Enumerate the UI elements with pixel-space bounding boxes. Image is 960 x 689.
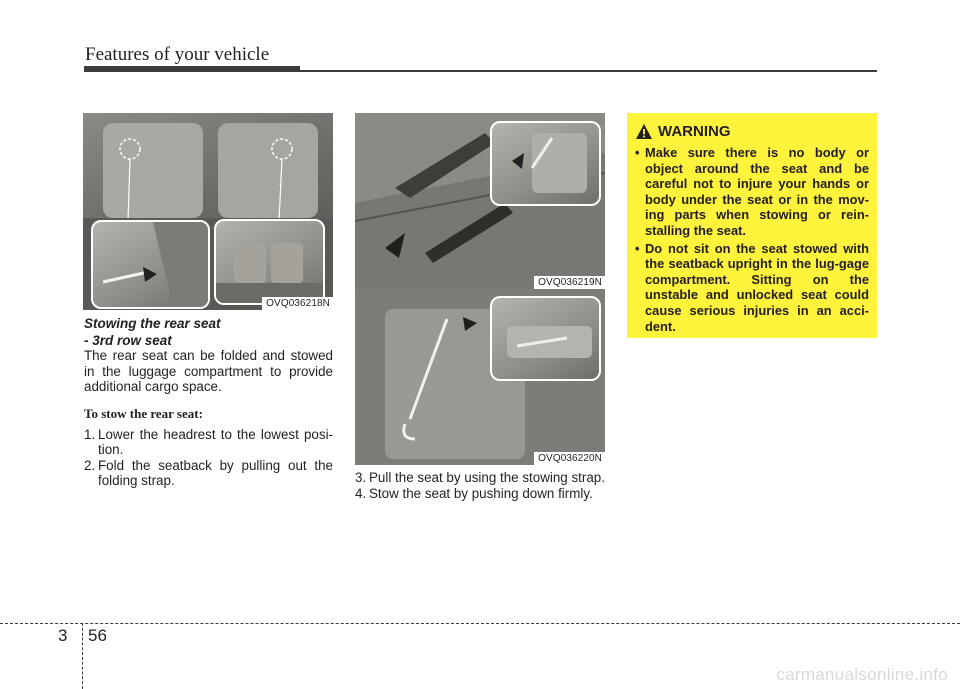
page-number: 56 xyxy=(88,626,107,645)
warning-item-text: Do not sit on the seat stowed with the seatback upright in the lug-gage compartment. Sitting on the unstable and unlocked seat could cause serious injuries in an acci-dent. xyxy=(645,240,869,334)
page-header-title: Features of your vehicle xyxy=(85,44,270,65)
warning-triangle-icon xyxy=(636,124,652,139)
warning-heading xyxy=(636,123,731,140)
figure-stowing-strap xyxy=(355,113,605,289)
inset-folded-seats xyxy=(214,219,325,305)
header-rule xyxy=(300,70,877,72)
step-number: 2. xyxy=(84,457,96,473)
step-text: Lower the headrest to the lowest posi-tion. xyxy=(98,426,333,458)
warning-item-text: Make sure there is no body or object around the seat and be careful not to injure your hands or body under the seat or in the mov-ing parts when stowing or rein-stalling the seat. xyxy=(645,145,869,238)
inset-folding-strap xyxy=(91,220,210,309)
howto-heading: To stow the rear seat: xyxy=(84,405,203,421)
header-bar xyxy=(84,66,300,72)
step-item xyxy=(355,486,605,502)
figure-code: OVQ036218N xyxy=(262,297,333,310)
figure-stow-seat xyxy=(355,289,605,465)
step-number: 3. xyxy=(355,470,367,485)
inset-push-down xyxy=(490,296,601,381)
figure-rear-seat-headrest xyxy=(83,113,333,310)
warning-box xyxy=(627,113,877,338)
bullet: • xyxy=(635,240,640,256)
step-item xyxy=(84,458,333,489)
watermark: carmanualsonline.info xyxy=(776,665,948,684)
figure-code: OVQ036220N xyxy=(534,452,605,465)
middle-text-column xyxy=(355,470,605,501)
warning-item xyxy=(635,241,869,335)
figure-code: OVQ036219N xyxy=(534,276,605,289)
intro-paragraph: The rear seat can be folded and stowed in the luggage compartment to provide additional cargo space. xyxy=(84,348,333,395)
step-text: Pull the seat by using the stowing strap. xyxy=(369,470,605,485)
bullet: • xyxy=(635,145,640,160)
step-number: 1. xyxy=(84,426,96,442)
step-text: Fold the seatback by pulling out the folding strap. xyxy=(98,457,333,489)
left-text-column xyxy=(84,316,333,489)
inset-pull-strap xyxy=(490,121,601,206)
step-item xyxy=(355,470,605,486)
step-number: 4. xyxy=(355,485,367,501)
section-title: Stowing the rear seat xyxy=(84,316,221,331)
section-subtitle: - 3rd row seat xyxy=(84,332,172,348)
warning-item xyxy=(635,145,869,239)
warning-list xyxy=(635,145,869,336)
step-item xyxy=(84,427,333,458)
warning-title: WARNING xyxy=(658,123,731,140)
footer-divider xyxy=(82,623,83,689)
step-text: Stow the seat by pushing down firmly. xyxy=(369,485,593,501)
footer-rule xyxy=(0,623,960,624)
chapter-number: 3 xyxy=(58,626,68,645)
